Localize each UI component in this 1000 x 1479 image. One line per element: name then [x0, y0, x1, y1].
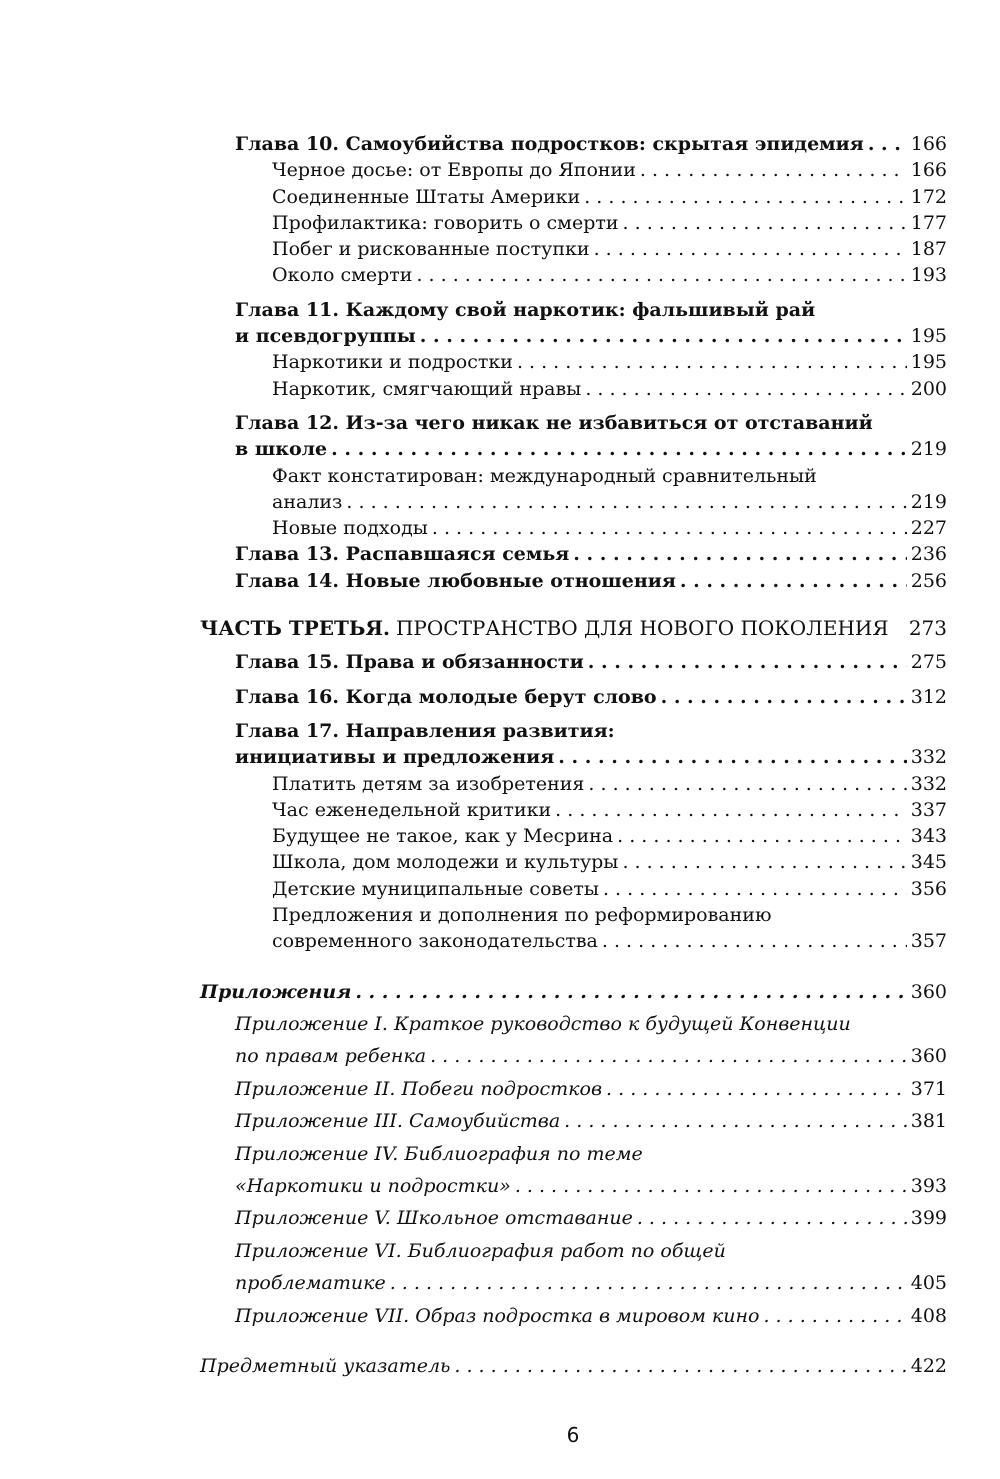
dot-leader — [585, 376, 906, 402]
toc-chapter-14[interactable] — [200, 568, 947, 594]
toc-entry-title: Наркотики и подростки — [272, 351, 513, 374]
toc-chapter-16[interactable] — [200, 684, 947, 710]
dot-leader — [430, 1040, 907, 1072]
dot-leader — [640, 157, 907, 183]
toc-chapter-12[interactable] — [200, 410, 947, 436]
dot-leader — [432, 515, 907, 541]
dot-leader — [355, 976, 906, 1008]
spacer — [200, 594, 947, 615]
toc-page-ref: 166 — [910, 159, 947, 182]
toc-section[interactable] — [200, 849, 947, 875]
toc-page-ref: 219 — [910, 438, 947, 461]
toc-entry-title: Час еженедельной критики — [272, 798, 552, 821]
dot-leader — [416, 262, 906, 288]
toc-section-cont[interactable] — [200, 489, 947, 515]
dot-leader — [661, 684, 907, 710]
toc-page-ref: 343 — [910, 825, 947, 848]
toc-entry-title: Глава 14. Новые любовные отношения — [235, 569, 676, 592]
toc-entry-title: Детские муниципальные советы — [272, 877, 599, 900]
dot-leader — [637, 1202, 907, 1234]
toc-section[interactable] — [200, 262, 947, 288]
toc-section[interactable] — [200, 210, 947, 236]
toc-entry-title: Будущее не такое, как у Месрина — [272, 825, 614, 848]
toc-entry-title: и псевдогруппы — [235, 325, 416, 348]
spacer — [200, 1332, 947, 1353]
toc-page-ref: 357 — [910, 930, 947, 953]
toc-entry-title: современного законодательства — [272, 930, 598, 953]
toc-page-ref: 371 — [910, 1077, 947, 1100]
toc-chapter-12-cont[interactable] — [200, 436, 947, 462]
toc-page-ref: 399 — [910, 1207, 947, 1230]
toc-page-ref: 219 — [910, 490, 947, 513]
dot-leader — [390, 1267, 907, 1299]
spacer — [200, 955, 947, 976]
dot-leader — [602, 928, 907, 954]
toc-entry-title: Глава 16. Когда молодые берут слово — [235, 685, 657, 708]
toc-entry-title: Факт констатирован: международный сравнительный — [272, 464, 817, 487]
toc-section[interactable] — [200, 771, 947, 797]
toc-page-ref: 408 — [910, 1304, 947, 1327]
dot-leader — [868, 131, 907, 157]
toc-appendix-4-cont[interactable] — [200, 1170, 947, 1202]
toc-appendix-4[interactable] — [200, 1138, 947, 1170]
toc-page-ref: 200 — [910, 377, 947, 400]
toc-entry-title: Глава 13. Распавшаяся семья — [235, 543, 570, 566]
toc-page-ref: 172 — [910, 185, 947, 208]
toc-appendices[interactable] — [200, 976, 947, 1008]
toc-entry-title: Черное досье: от Европы до Японии — [272, 159, 636, 182]
toc-page-ref: 345 — [910, 851, 947, 874]
dot-leader — [594, 236, 907, 262]
toc-subject-index[interactable] — [200, 1353, 947, 1379]
toc-page-ref: 177 — [910, 211, 947, 234]
toc-part-3[interactable] — [200, 615, 947, 641]
toc-section[interactable] — [200, 376, 947, 402]
toc-entry-title: «Наркотики и подростки» — [235, 1175, 511, 1198]
spacer — [200, 676, 947, 684]
toc-entry-title: Глава 12. Из-за чего никак не избавиться от отставаний — [235, 411, 873, 434]
dot-leader — [515, 1170, 907, 1202]
toc-appendix-3[interactable] — [200, 1105, 947, 1137]
dot-leader — [558, 744, 906, 770]
toc-entry-title: Приложение IV. Библиография по теме — [235, 1142, 643, 1165]
toc-entry-title: Приложение V. Школьное отставание — [235, 1207, 633, 1230]
toc-entry-title: Новые подходы — [272, 517, 428, 540]
toc-page-ref: 360 — [910, 1045, 947, 1068]
toc-page-ref: 227 — [910, 517, 947, 540]
toc-page-ref: 360 — [910, 980, 947, 1003]
dot-leader — [622, 849, 906, 875]
toc-entry-title: проблематике — [235, 1272, 386, 1295]
dot-leader — [623, 210, 907, 236]
toc-chapter-17[interactable] — [200, 718, 947, 744]
table-of-contents — [200, 131, 947, 1379]
toc-entry-title: Глава 17. Направления развития: — [235, 719, 615, 742]
toc-entry-title: инициативы и предложения — [235, 746, 555, 769]
dot-leader — [555, 797, 907, 823]
toc-section-cont[interactable] — [200, 928, 947, 954]
toc-page-ref: 193 — [910, 264, 947, 287]
toc-page-ref: 236 — [910, 543, 947, 566]
spacer — [200, 402, 947, 410]
toc-page-ref: 195 — [910, 325, 947, 348]
dot-leader — [346, 489, 906, 515]
toc-appendix-6-cont[interactable] — [200, 1267, 947, 1299]
toc-page-ref: 393 — [910, 1175, 947, 1198]
toc-entry-title: анализ — [272, 490, 343, 513]
toc-section[interactable] — [200, 184, 947, 210]
toc-entry-title: Приложения — [200, 980, 352, 1003]
dot-leader — [564, 1105, 907, 1137]
toc-entry-title: Глава 10. Самоубийства подростков: скрытая эпидемия — [235, 133, 864, 155]
toc-appendix-2[interactable] — [200, 1073, 947, 1105]
toc-page-ref: 195 — [910, 351, 947, 374]
dot-leader — [606, 1073, 907, 1105]
dot-leader — [517, 349, 907, 375]
toc-appendix-1[interactable] — [200, 1008, 947, 1040]
toc-page-ref: 332 — [910, 772, 947, 795]
toc-chapter-13[interactable] — [200, 541, 947, 567]
toc-section[interactable] — [200, 876, 947, 902]
toc-page-ref: 381 — [910, 1110, 947, 1133]
toc-entry-title: Школа, дом молодежи и культуры — [272, 851, 619, 874]
spacer — [200, 710, 947, 718]
toc-section[interactable] — [200, 349, 947, 375]
toc-page-ref: 166 — [910, 133, 947, 155]
toc-page-ref: 312 — [910, 685, 947, 708]
toc-page-ref: 275 — [910, 651, 947, 674]
toc-entry-title: Глава 11. Каждому свой наркотик: фальшивый рай — [235, 298, 816, 321]
toc-chapter-11[interactable] — [200, 297, 947, 323]
part-label: ЧАСТЬ ТРЕТЬЯ. — [200, 616, 390, 641]
part-title: ПРОСТРАНСТВО ДЛЯ НОВОГО ПОКОЛЕНИЯ — [395, 616, 889, 641]
dot-leader — [331, 436, 907, 462]
toc-page-ref: 337 — [910, 798, 947, 821]
toc-entry-title: Соединенные Штаты Америки — [272, 185, 581, 208]
toc-chapter-17-cont[interactable] — [200, 744, 947, 770]
toc-page-ref: 356 — [910, 877, 947, 900]
toc-entry-title: в школе — [235, 438, 328, 461]
dot-leader — [420, 323, 907, 349]
dot-leader — [680, 568, 907, 594]
dot-leader — [588, 649, 907, 675]
toc-entry-title: Глава 15. Права и обязанности — [235, 651, 584, 674]
toc-section[interactable] — [200, 463, 947, 489]
toc-appendix-6[interactable] — [200, 1235, 947, 1267]
toc-entry-title: Около смерти — [272, 264, 413, 287]
toc-entry-title: Приложение VI. Библиография работ по общей — [235, 1239, 726, 1262]
spacer — [200, 289, 947, 297]
toc-entry-title: Приложение II. Побеги подростков — [235, 1077, 603, 1100]
toc-section[interactable] — [200, 236, 947, 262]
toc-entry-title: Предметный указатель — [200, 1355, 451, 1378]
toc-page-ref: 332 — [910, 746, 947, 769]
toc-appendix-1-cont[interactable] — [200, 1040, 947, 1072]
toc-page-ref: 273 — [908, 616, 947, 641]
toc-section[interactable] — [200, 515, 947, 541]
toc-appendix-5[interactable] — [200, 1202, 947, 1234]
dot-leader — [454, 1353, 906, 1379]
toc-section[interactable] — [200, 823, 947, 849]
toc-entry-title: Профилактика: говорить о смерти — [272, 211, 619, 234]
toc-entry-title: Приложение III. Самоубийства — [235, 1110, 561, 1133]
toc-page-ref: 405 — [910, 1272, 947, 1295]
dot-leader — [763, 1300, 906, 1332]
toc-chapter-10[interactable] — [200, 131, 947, 157]
toc-entry-title: Приложение VII. Образ подростка в мировом кино — [235, 1304, 760, 1327]
dot-leader — [573, 541, 906, 567]
dot-leader — [603, 876, 907, 902]
toc-chapter-15[interactable] — [200, 649, 947, 675]
spacer — [200, 641, 947, 649]
toc-section[interactable] — [200, 797, 947, 823]
toc-chapter-11-cont[interactable] — [200, 323, 947, 349]
toc-page-ref: 256 — [910, 569, 947, 592]
dot-leader — [584, 184, 907, 210]
toc-section[interactable] — [200, 157, 947, 183]
toc-entry-title: по правам ребенка — [235, 1045, 427, 1068]
dot-leader — [588, 771, 906, 797]
toc-entry-title: Платить детям за изобретения — [272, 772, 585, 795]
page-number: 6 — [566, 1423, 580, 1447]
toc-entry-title: Побег и рискованные поступки — [272, 238, 590, 261]
toc-page-ref: 422 — [910, 1355, 947, 1378]
toc-entry-title: Приложение I. Краткое руководство к будущей Конвенции — [235, 1013, 851, 1036]
toc-entry-title: Наркотик, смягчающий нравы — [272, 377, 582, 400]
toc-appendix-7[interactable] — [200, 1300, 947, 1332]
toc-page-ref: 187 — [910, 238, 947, 261]
dot-leader — [617, 823, 907, 849]
toc-section[interactable] — [200, 902, 947, 928]
toc-entry-title: Предложения и дополнения по реформированию — [272, 904, 772, 927]
